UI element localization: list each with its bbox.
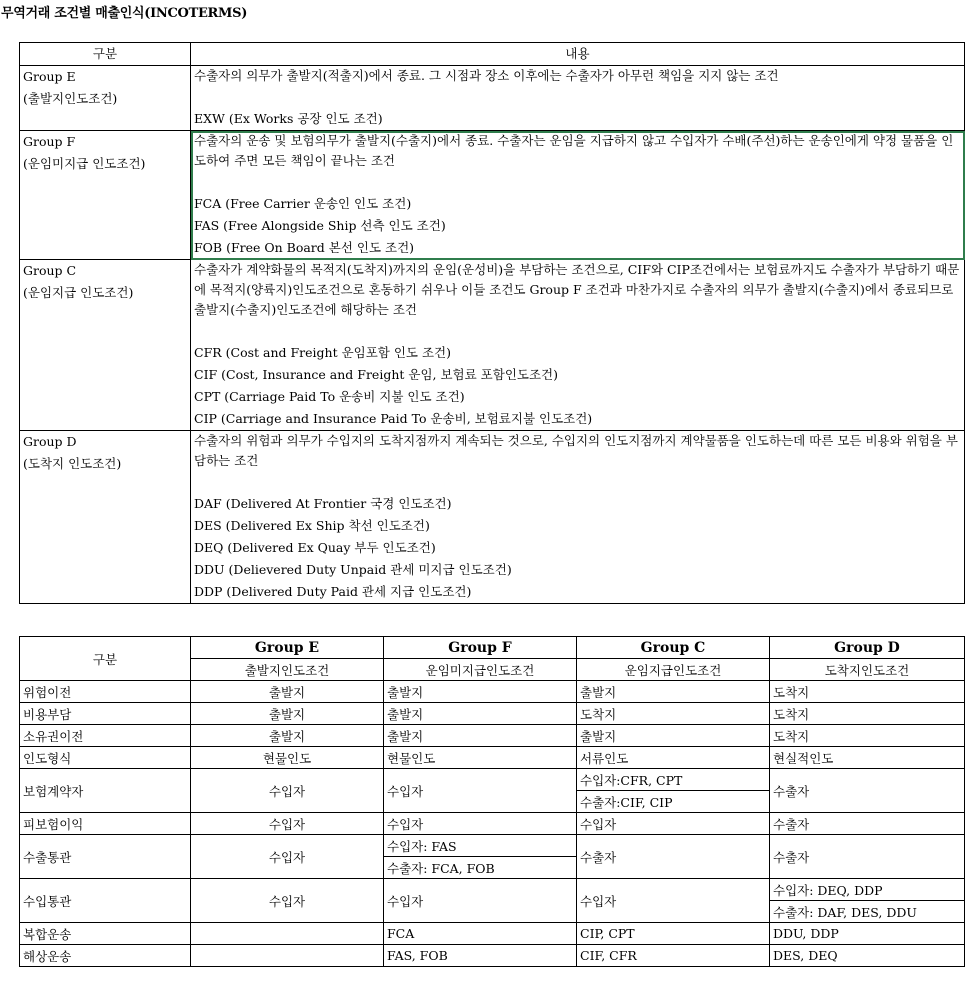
cell-group-d[interactable]: 수출자 — [770, 835, 965, 879]
table-row — [20, 769, 965, 791]
cell-group-d[interactable]: 수출자 — [770, 769, 965, 813]
cell-group-f-split[interactable]: 수출자: FCA, FOB — [384, 857, 577, 879]
cell-group-d-split[interactable]: 수입자: DEQ, DDP — [770, 879, 965, 901]
cell-group-d[interactable]: 도착지 — [770, 681, 965, 703]
incoterm-item: DES (Delivered Ex Ship 착선 인도조건) — [194, 518, 430, 533]
table-row — [20, 725, 965, 747]
cell-group-c[interactable]: CIF, CFR — [577, 945, 770, 967]
table-row — [20, 835, 965, 857]
cell-group-f[interactable]: FAS, FOB — [384, 945, 577, 967]
content-cell[interactable] — [191, 260, 965, 431]
group-c-subheader[interactable]: 운임지급인도조건 — [577, 659, 770, 681]
cell-group-f[interactable]: 출발지 — [384, 681, 577, 703]
group-description: 수출자의 의무가 출발지(적출지)에서 종료. 그 시점과 장소 이후에는 수출자가 아무런 책임을 지지 않는 조건 — [194, 68, 779, 83]
table-row — [20, 879, 965, 901]
incoterm-item: CPT (Carriage Paid To 운송비 지불 인도 조건) — [194, 389, 465, 404]
group-name: Group E — [23, 69, 76, 84]
cell-group-e[interactable] — [191, 923, 384, 945]
content-cell[interactable] — [191, 431, 965, 604]
table-row — [20, 131, 965, 260]
cell-group-f[interactable]: 수입자 — [384, 813, 577, 835]
group-cell[interactable] — [20, 66, 191, 131]
group-header-row — [20, 637, 965, 659]
cell-group-e[interactable]: 출발지 — [191, 703, 384, 725]
table-row — [20, 747, 965, 769]
cell-group-c[interactable]: 수입자 — [577, 813, 770, 835]
group-subtitle: (도착지 인도조건) — [23, 456, 122, 471]
corner-cell[interactable]: 구분 — [20, 637, 191, 681]
group-description: 수출자가 계약화물의 목적지(도착지)까지의 운임(운성비)을 부담하는 조건으로, CIF와 CIP조건에서는 보험료까지도 수출자가 부담하기 때문에 목적지(양륙지)인도조건으로 혼동하기 쉬우나 이들 조건도 Group F 조건과 마찬가지로 수출자의 의무가 출발지(수출지)에서 종료되므로 출발지(수출지)인도조건에 해당하는 조건 — [194, 262, 960, 317]
row-label[interactable]: 해상운송 — [20, 945, 191, 967]
group-subtitle: (출발지인도조건) — [23, 91, 118, 106]
incoterms-comparison-table — [19, 636, 965, 967]
cell-group-c[interactable]: CIP, CPT — [577, 923, 770, 945]
cell-group-f[interactable]: 수입자 — [384, 879, 577, 923]
table-row — [20, 260, 965, 431]
cell-group-c-split[interactable]: 수입자:CFR, CPT — [577, 769, 770, 791]
table-row — [20, 66, 965, 131]
group-cell[interactable] — [20, 260, 191, 431]
cell-group-c[interactable]: 서류인도 — [577, 747, 770, 769]
incoterm-item: CIP (Carriage and Insurance Paid To 운송비, 보험료지불 인도조건) — [194, 411, 593, 426]
cell-group-f-split[interactable]: 수입자: FAS — [384, 835, 577, 857]
row-label[interactable]: 위험이전 — [20, 681, 191, 703]
cell-group-f[interactable]: 출발지 — [384, 725, 577, 747]
group-d-subheader[interactable]: 도착지인도조건 — [770, 659, 965, 681]
group-f-subheader[interactable]: 운임미지급인도조건 — [384, 659, 577, 681]
incoterm-item: CFR (Cost and Freight 운임포함 인도 조건) — [194, 345, 451, 360]
group-name: Group F — [23, 134, 76, 149]
cell-group-e[interactable]: 수입자 — [191, 879, 384, 923]
group-subtitle: (운임지급 인도조건) — [23, 285, 134, 300]
cell-group-e[interactable]: 수입자 — [191, 835, 384, 879]
table-row — [20, 703, 965, 725]
table-header-row — [20, 43, 965, 66]
row-label[interactable]: 비용부담 — [20, 703, 191, 725]
cell-group-c-split[interactable]: 수출자:CIF, CIP — [577, 791, 770, 813]
group-subtitle: (운임미지급 인도조건) — [23, 156, 146, 171]
cell-group-e[interactable]: 출발지 — [191, 681, 384, 703]
cell-group-d[interactable]: 수출자 — [770, 813, 965, 835]
cell-group-d-split[interactable]: 수출자: DAF, DES, DDU — [770, 901, 965, 923]
cell-group-d[interactable]: 현실적인도 — [770, 747, 965, 769]
group-name: Group D — [23, 434, 77, 449]
group-c-header[interactable]: Group C — [577, 637, 770, 659]
table-row — [20, 945, 965, 967]
cell-group-f[interactable]: 수입자 — [384, 769, 577, 813]
row-label[interactable]: 복합운송 — [20, 923, 191, 945]
cell-group-c[interactable]: 수출자 — [577, 835, 770, 879]
row-label[interactable]: 인도형식 — [20, 747, 191, 769]
cell-group-f[interactable]: FCA — [384, 923, 577, 945]
row-label[interactable]: 수출통관 — [20, 835, 191, 879]
cell-group-f[interactable]: 현물인도 — [384, 747, 577, 769]
cell-group-e[interactable]: 수입자 — [191, 813, 384, 835]
cell-group-d[interactable]: 도착지 — [770, 725, 965, 747]
row-label[interactable]: 보험계약자 — [20, 769, 191, 813]
header-category: 구분 — [20, 43, 191, 66]
incoterm-item: CIF (Cost, Insurance and Freight 운임, 보험료 포함인도조건) — [194, 367, 558, 382]
cell-group-d[interactable]: DES, DEQ — [770, 945, 965, 967]
table-row — [20, 431, 965, 604]
incoterm-item: DDU (Delievered Duty Unpaid 관세 미지급 인도조건) — [194, 562, 512, 577]
group-description: 수출자의 위험과 의무가 수입지의 도착지점까지 계속되는 것으로, 수입지의 인도지점까지 계약물품을 인도하는데 따른 모든 비용와 위험을 부담하는 조건 — [194, 433, 958, 468]
row-label[interactable]: 수입통관 — [20, 879, 191, 923]
incoterm-item: FCA (Free Carrier 운송인 인도 조건) — [194, 196, 412, 211]
incoterm-item: DAF (Delivered At Frontier 국경 인도조건) — [194, 496, 452, 511]
incoterm-item: DEQ (Delivered Ex Quay 부두 인도조건) — [194, 540, 436, 555]
group-cell[interactable] — [20, 431, 191, 604]
row-label[interactable]: 피보험이익 — [20, 813, 191, 835]
group-f-header[interactable]: Group F — [384, 637, 577, 659]
incoterm-item: DDP (Delivered Duty Paid 관세 지급 인도조건) — [194, 584, 472, 599]
cell-group-d[interactable]: DDU, DDP — [770, 923, 965, 945]
cell-group-f[interactable]: 출발지 — [384, 703, 577, 725]
incoterm-item: FOB (Free On Board 본선 인도 조건) — [194, 240, 415, 255]
cell-group-c[interactable]: 출발지 — [577, 725, 770, 747]
incoterm-item: FAS (Free Alongside Ship 선측 인도 조건) — [194, 218, 446, 233]
cell-group-e[interactable]: 현물인도 — [191, 747, 384, 769]
content-cell[interactable] — [191, 66, 965, 131]
content-cell-selected[interactable] — [191, 131, 965, 260]
page-title: 무역거래 조건별 매출인식(INCOTERMS) — [1, 6, 248, 21]
group-e-header[interactable]: Group E — [191, 637, 384, 659]
table-row — [20, 681, 965, 703]
group-e-subheader[interactable]: 출발지인도조건 — [191, 659, 384, 681]
cell-group-e[interactable]: 수입자 — [191, 769, 384, 813]
group-description: 수출자의 운송 및 보험의무가 출발지(수출지)에서 종료. 수출자는 운임을 지급하지 않고 수입자가 수배(주선)하는 운송인에게 약정 물품을 인도하여 주면 모든 책임이 끝나는 조건 — [194, 133, 954, 168]
table-row — [20, 923, 965, 945]
cell-group-e[interactable]: 출발지 — [191, 725, 384, 747]
row-label[interactable]: 소유권이전 — [20, 725, 191, 747]
header-content: 내용 — [191, 43, 965, 66]
cell-group-e[interactable] — [191, 945, 384, 967]
table-row — [20, 813, 965, 835]
group-d-header[interactable]: Group D — [770, 637, 965, 659]
incoterm-item: EXW (Ex Works 공장 인도 조건) — [194, 111, 383, 126]
cell-group-c[interactable]: 수입자 — [577, 879, 770, 923]
cell-group-c[interactable]: 도착지 — [577, 703, 770, 725]
group-name: Group C — [23, 263, 77, 278]
group-cell[interactable] — [20, 131, 191, 260]
cell-group-d[interactable]: 도착지 — [770, 703, 965, 725]
cell-group-c[interactable]: 출발지 — [577, 681, 770, 703]
incoterms-description-table — [19, 42, 965, 604]
